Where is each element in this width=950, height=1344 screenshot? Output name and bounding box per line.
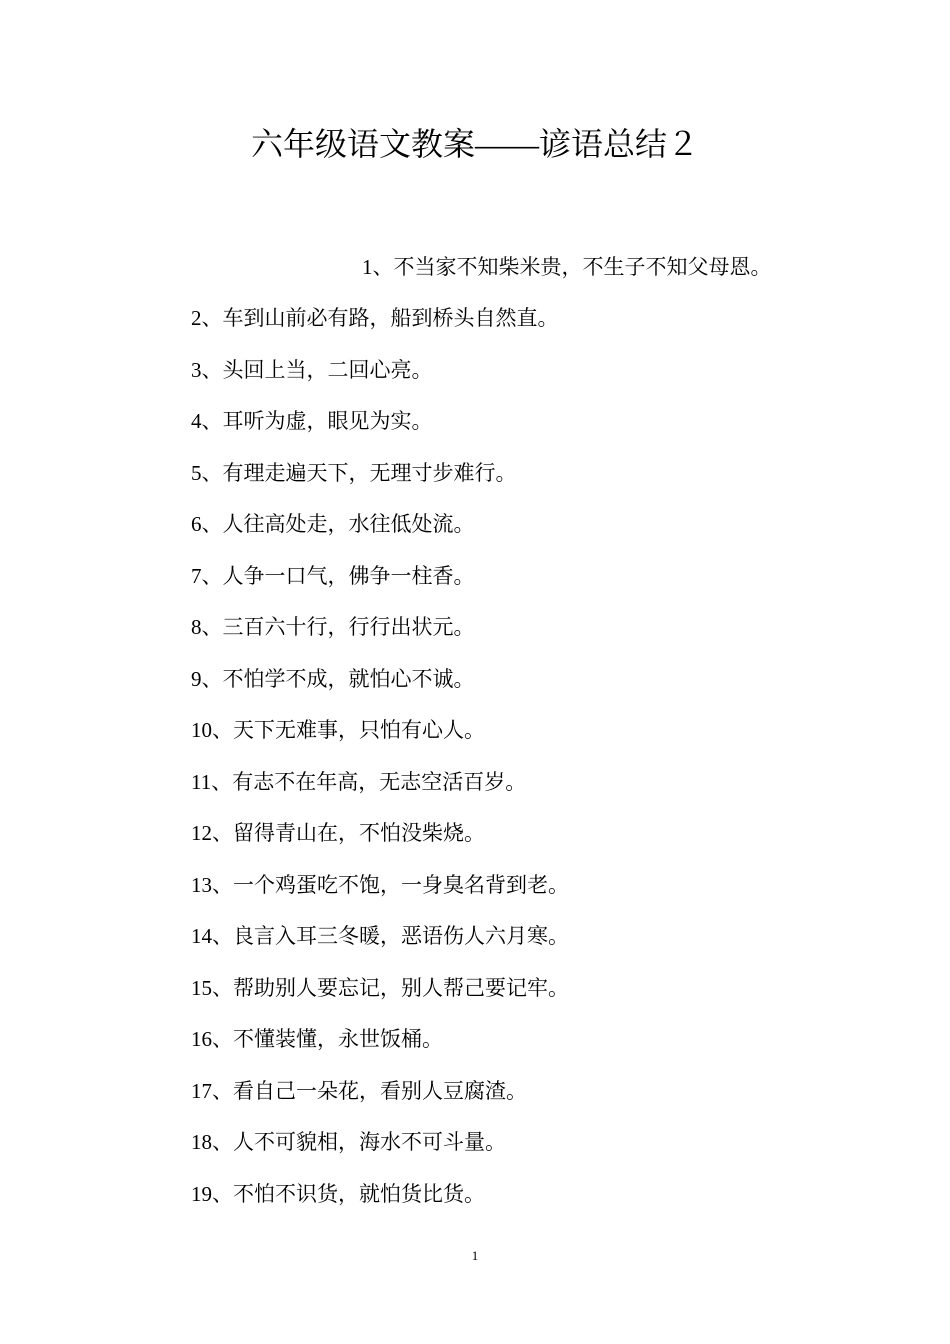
proverb-item: 17、看自己一朵花，看别人豆腐渣。 <box>191 1078 527 1103</box>
proverb-item: 8、三百六十行，行行出状元。 <box>191 615 475 639</box>
proverb-item: 7、人争一口气，佛争一柱香。 <box>191 563 475 588</box>
proverb-item: 10、天下无难事，只怕有心人。 <box>191 718 485 742</box>
page-number: 1 <box>471 1248 479 1263</box>
proverb-item: 18、人不可貌相，海水不可斗量。 <box>191 1130 506 1154</box>
proverb-item-1: 1、不当家不知柴米贵，不生子不知父母恩。 <box>362 255 772 279</box>
proverb-item: 9、不怕学不成，就怕心不诚。 <box>191 666 475 691</box>
proverb-item: 4、耳听为虚，眼见为实。 <box>191 409 433 433</box>
proverb-item: 5、有理走遍天下，无理寸步难行。 <box>191 460 517 485</box>
proverb-item: 19、不怕不识货，就怕货比货。 <box>191 1181 485 1206</box>
proverb-list <box>191 302 569 1229</box>
proverb-item: 3、头回上当，二回心亮。 <box>191 357 433 382</box>
proverb-item: 2、车到山前必有路，船到桥头自然直。 <box>191 306 559 330</box>
proverb-item: 6、人往高处走，水往低处流。 <box>191 512 475 536</box>
proverb-item: 14、良言入耳三冬暖，恶语伤人六月寒。 <box>191 924 569 948</box>
document-title: 六年级语文教案——谚语总结２ <box>250 126 699 162</box>
proverb-item: 11、有志不在年高，无志空活百岁。 <box>191 769 527 794</box>
proverb-item: 13、一个鸡蛋吃不饱，一身臭名背到老。 <box>191 872 569 897</box>
proverb-item: 16、不懂装懂，永世饭桶。 <box>191 1027 443 1051</box>
proverb-item: 12、留得青山在，不怕没柴烧。 <box>191 821 485 845</box>
proverb-item: 15、帮助别人要忘记，别人帮己要记牢。 <box>191 975 569 1000</box>
